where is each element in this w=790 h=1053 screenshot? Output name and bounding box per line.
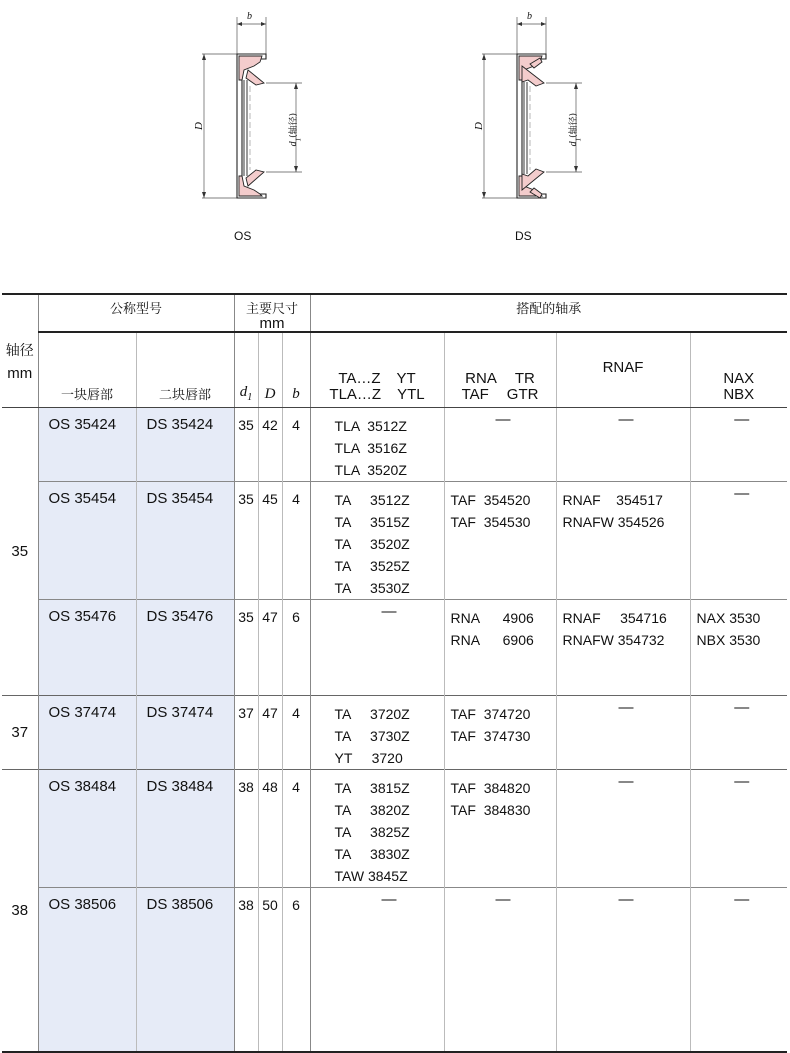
D-cell: 48 — [258, 770, 282, 888]
bearing-entry: TA 3512Z — [334, 492, 410, 508]
empty-dash: — — [618, 699, 634, 716]
dim-group-header: 主要尺寸 mm — [234, 294, 310, 332]
bearing-rna-cell — [444, 770, 556, 888]
empty-dash: — — [618, 773, 634, 790]
shaft-diameter-cell: 35 — [2, 408, 38, 696]
bearing-entry: TA 3530Z — [334, 580, 410, 596]
model-group-header: 公称型号 — [38, 294, 234, 332]
table-bottom-rule — [2, 1052, 787, 1053]
ds-model-cell: DS 38484 — [136, 770, 234, 888]
D-cell: 47 — [258, 696, 282, 770]
bearing-rna-cell — [444, 696, 556, 770]
d1-cell: 38 — [234, 770, 258, 888]
b-cell: 4 — [282, 696, 310, 770]
bearing-ta-cell — [310, 696, 444, 770]
bearing-ta-cell — [310, 482, 444, 600]
os-D-label: D — [192, 122, 205, 130]
bearing-entry: RNA 4906 — [450, 610, 534, 626]
bearing-rna-cell — [444, 408, 556, 482]
D-cell: 42 — [258, 408, 282, 482]
D-cell: 47 — [258, 600, 282, 696]
ds-D-label: D — [472, 122, 485, 130]
bearing-entry: TAF 354530 — [450, 514, 531, 530]
bearing-ta-cell — [310, 408, 444, 482]
bearing-rnaf-cell — [556, 408, 690, 482]
ds-model-cell: DS 35454 — [136, 482, 234, 600]
os-model-cell: OS 38506 — [38, 888, 136, 1052]
d1-cell: 38 — [234, 888, 258, 1052]
bearing-entry: TA 3720Z — [334, 706, 410, 722]
bearing-entry: NBX 3530 — [696, 632, 761, 648]
bearing-ta-header: TA…Z YT TLA…Z YTL — [310, 332, 444, 408]
bearing-rnaf-cell — [556, 696, 690, 770]
ds-d1-label: $d_1$(轴径) — [568, 112, 583, 147]
empty-dash: — — [381, 603, 397, 620]
os-model-cell: OS 35424 — [38, 408, 136, 482]
table-row — [2, 408, 787, 482]
os-model-cell: OS 35454 — [38, 482, 136, 600]
seal-rows — [2, 408, 787, 1052]
table-row — [2, 770, 787, 888]
b-cell: 6 — [282, 888, 310, 1052]
bearing-entry: TAF 384830 — [450, 802, 531, 818]
d1-cell: 35 — [234, 600, 258, 696]
os-caption: OS — [234, 229, 252, 243]
bearing-entry: RNAFW 354732 — [562, 632, 665, 648]
bearing-entry: TA 3525Z — [334, 558, 410, 574]
bearing-entry: NAX 3530 — [696, 610, 761, 626]
bearing-entry: TA 3820Z — [334, 802, 410, 818]
ds-model-cell: DS 38506 — [136, 888, 234, 1052]
d1-cell: 37 — [234, 696, 258, 770]
empty-dash: — — [734, 891, 750, 908]
D-cell: 45 — [258, 482, 282, 600]
ds-seal-drawing — [460, 0, 590, 215]
os-model-cell: OS 37474 — [38, 696, 136, 770]
bearing-rnaf-cell — [556, 770, 690, 888]
bearing-entry: TA 3825Z — [334, 824, 410, 840]
shaft-diameter-cell: 38 — [2, 770, 38, 1052]
bearing-entry: TA 3815Z — [334, 780, 410, 796]
empty-dash: — — [618, 411, 634, 428]
bearing-ta-cell — [310, 888, 444, 1052]
d1-cell: 35 — [234, 408, 258, 482]
bearing-rna-cell — [444, 482, 556, 600]
bearing-entry: TAF 374730 — [450, 728, 531, 744]
bearing-entry: TA 3520Z — [334, 536, 410, 552]
os-model-cell: OS 38484 — [38, 770, 136, 888]
bearing-entry: RNAFW 354526 — [562, 514, 665, 530]
shaft-header-title: 轴径 — [5, 342, 34, 358]
bearing-rnaf-cell — [556, 482, 690, 600]
dim-b-header: b — [282, 332, 310, 408]
ds-model-cell: DS 35424 — [136, 408, 234, 482]
bearing-entry: RNAF 354517 — [562, 492, 663, 508]
bearing-nax-cell — [690, 696, 787, 770]
bearing-ta-cell — [310, 770, 444, 888]
bearing-entry: RNA 6906 — [450, 632, 534, 648]
shaft-header — [2, 294, 38, 408]
bearing-entry: TLA 3520Z — [334, 462, 407, 478]
bearing-entry: TAW 3845Z — [334, 868, 408, 884]
bearing-nax-header: NAX NBX — [690, 332, 787, 408]
table-row — [2, 600, 787, 696]
d1-cell: 35 — [234, 482, 258, 600]
b-cell: 4 — [282, 408, 310, 482]
bearing-rnaf-cell — [556, 888, 690, 1052]
os-seal-drawing — [180, 0, 310, 215]
bearing-entry: YT 3720 — [334, 750, 403, 766]
b-cell: 4 — [282, 482, 310, 600]
model-single-header: 一块唇部 — [38, 332, 136, 408]
table-row — [2, 888, 787, 1052]
empty-dash: — — [734, 773, 750, 790]
shaft-diameter-cell: 37 — [2, 696, 38, 770]
empty-dash: — — [734, 411, 750, 428]
ds-caption: DS — [515, 229, 532, 243]
empty-dash: — — [381, 891, 397, 908]
empty-dash: — — [495, 891, 511, 908]
shaft-header-unit: mm — [7, 365, 33, 382]
bearing-nax-cell — [690, 482, 787, 600]
b-cell: 4 — [282, 770, 310, 888]
table-row — [2, 482, 787, 600]
bearing-nax-cell — [690, 888, 787, 1052]
bearing-group-header: 搭配的轴承 — [310, 294, 787, 332]
dim-d1-header: $d_1$ — [234, 332, 258, 408]
seal-spec-table — [2, 293, 787, 1053]
table-row — [2, 696, 787, 770]
empty-dash: — — [618, 891, 634, 908]
os-model-cell: OS 35476 — [38, 600, 136, 696]
bearing-entry: TA 3515Z — [334, 514, 410, 530]
bearing-entry: TAF 384820 — [450, 780, 531, 796]
os-b-label: b — [247, 11, 252, 22]
bearing-nax-cell — [690, 770, 787, 888]
bearing-rna-cell — [444, 888, 556, 1052]
bearing-rna-header: RNA TR TAF GTR — [444, 332, 556, 408]
bearing-entry: TA 3830Z — [334, 846, 410, 862]
os-d1-label: $d_1$(轴径) — [288, 112, 303, 147]
D-cell: 50 — [258, 888, 282, 1052]
bearing-rnaf-header: RNAF — [556, 332, 690, 408]
bearing-nax-cell — [690, 600, 787, 696]
ds-model-cell: DS 37474 — [136, 696, 234, 770]
bearing-entry: TAF 354520 — [450, 492, 531, 508]
bearing-entry: TLA 3512Z — [334, 418, 407, 434]
ds-b-label: b — [527, 11, 532, 22]
empty-dash: — — [495, 411, 511, 428]
bearing-ta-cell — [310, 600, 444, 696]
bearing-rnaf-cell — [556, 600, 690, 696]
empty-dash: — — [734, 699, 750, 716]
bearing-nax-cell — [690, 408, 787, 482]
dim-D-header: D — [258, 332, 282, 408]
model-double-header: 二块唇部 — [136, 332, 234, 408]
bearing-entry: TLA 3516Z — [334, 440, 407, 456]
b-cell: 6 — [282, 600, 310, 696]
bearing-entry: RNAF 354716 — [562, 610, 667, 626]
bearing-entry: TAF 374720 — [450, 706, 531, 722]
bearing-rna-cell — [444, 600, 556, 696]
bearing-entry: TA 3730Z — [334, 728, 410, 744]
ds-model-cell: DS 35476 — [136, 600, 234, 696]
empty-dash: — — [734, 485, 750, 502]
